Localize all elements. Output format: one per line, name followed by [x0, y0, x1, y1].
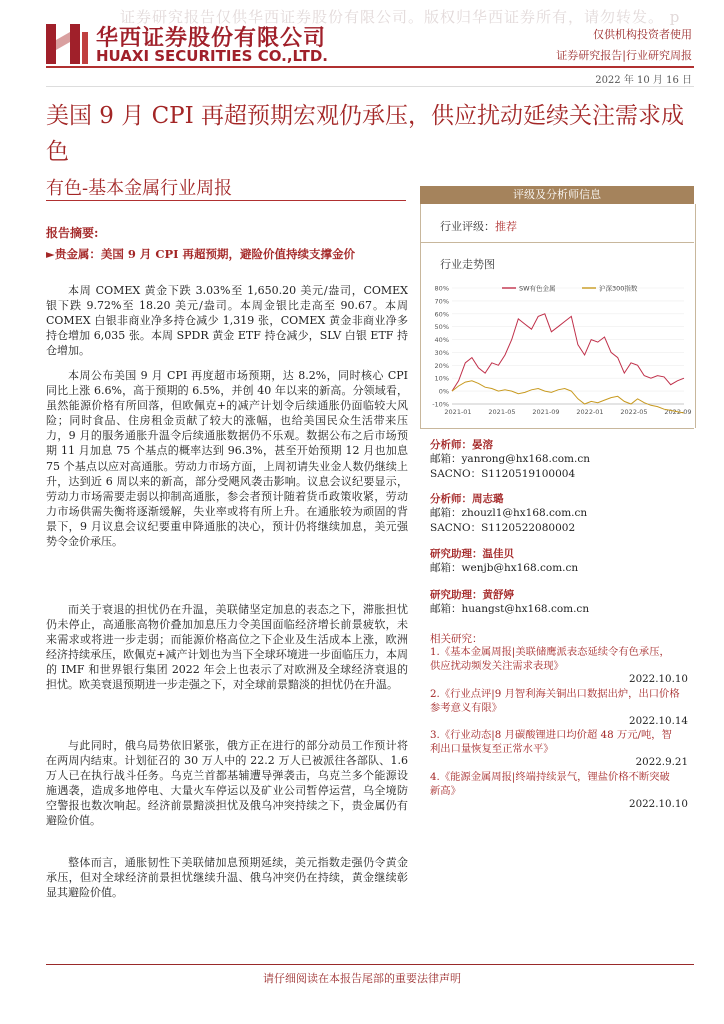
y-tick-label: 70% — [434, 297, 449, 306]
rating-panel-heading: 评级及分析师信息 — [420, 186, 694, 204]
header-rule — [46, 66, 694, 68]
chart-divider — [420, 428, 694, 429]
date-rule — [46, 86, 694, 87]
y-tick-label: 80% — [434, 284, 449, 293]
subtitle-rule — [46, 200, 406, 201]
related-date-2: 2022.10.14 — [629, 715, 688, 727]
chart-title: 行业走势图 — [440, 258, 495, 271]
related-date-3: 2022.9.21 — [635, 756, 688, 768]
related-date-4: 2022.10.10 — [629, 798, 688, 810]
analyst-email[interactable]: 邮箱：wenjb@hx168.com.cn — [430, 562, 579, 575]
analyst-email[interactable]: 邮箱：huangst@hx168.com.cn — [430, 603, 590, 616]
related-item-2[interactable]: 2.《行业点评|9 月智利海关铜出口数据出炉，出口价格参考意义有限》 — [430, 688, 680, 714]
x-tick-label: 2021-01 — [444, 408, 472, 416]
x-tick-label: 2022-01 — [576, 408, 604, 416]
body-text: 本周 COMEX 黄金下跌 3.03%至 1,650.20 美元/盎司，COMEX 银下跌 9.72%至 18.20 美元/盎司。本周金银比走高至 90.67。本周 COMEX 白银非商业净多持仓减少 1,319 张，COMEX 黄金非商业净多持仓增加 6,035 张。本周 SPDR 黄金 ETF 持仓减少，SLV 白银 ETF 持仓增加。 — [46, 284, 408, 358]
chart-grid — [432, 285, 691, 417]
y-tick-label: 10% — [434, 374, 449, 383]
footer-rule — [46, 964, 694, 965]
body-paragraph-3 — [46, 602, 408, 693]
body-text: 本周公布美国 9 月 CPI 再度超市场预期，达 8.2%，同时核心 CPI 同比上涨 6.6%，高于预期的 6.5%，并创 40 年以来的新高。分领域看，虽然能源价格有所回落，但欧佩克+的减产计划令后续通胀仍面临较大风险；同时食品、住房租金贡献了较大的涨幅，也给美国民众生活带来压力，9 月的服务通胀升温令后续通胀数据仍不乐观。数据公布之后市场预期 11 月加息 75 个基点的概率达到 96.3%，甚至开始预期 12 月也加息 75 个基点以应对高通胀。劳动力市场方面，上周初请失业金人数仍继续上升，达到近 6 周以来的新高，部分受飓风袭击影响。议息会议纪要显示，劳动力市场需要走弱以抑制高通胀，参会者预计随着货币政策收紧，劳动力市场供需失衡将逐渐缓解，失业率或将有所上升。在通胀较为顽固的背景下，9 月议息会议纪要重申降通胀的决心，预计仍将继续加息，美元强势令金价承压。 — [46, 369, 408, 549]
company-logo-icon — [46, 22, 90, 66]
legend-label: 沪深300指数 — [599, 284, 638, 293]
related-item-1[interactable]: 1.《基本金属周报|美联储鹰派表态延续令有色承压，供应扰动频发关注需求表现》 — [430, 646, 670, 672]
report-date: 2022 年 10 月 16 日 — [595, 75, 692, 86]
analyst-name: 分析师：周志璐 — [430, 493, 504, 505]
series-line-2 — [452, 381, 684, 413]
y-tick-label: -10% — [432, 400, 449, 409]
x-tick-label: 2022-05 — [620, 408, 648, 416]
research-assistant-2 — [430, 588, 690, 617]
research-assistant-1 — [430, 547, 690, 576]
y-tick-label: 40% — [434, 336, 449, 345]
rating-divider — [420, 242, 694, 243]
analyst-1 — [430, 438, 690, 481]
analyst-name: 研究助理：黄舒婷 — [430, 589, 514, 601]
y-tick-label: 50% — [434, 323, 449, 332]
related-item-4[interactable]: 4.《能源金属周报|终端持续景气，锂盐价格不断突破新高》 — [430, 771, 670, 797]
legal-footer: 请仔细阅读在本报告尾部的重要法律声明 — [263, 972, 461, 985]
y-tick-label: 60% — [434, 310, 449, 319]
analyst-email[interactable]: 邮箱：yanrong@hx168.com.cn — [430, 453, 590, 466]
x-tick-label: 2021-09 — [532, 408, 560, 416]
y-tick-label: 30% — [434, 348, 449, 357]
y-tick-label: 20% — [434, 361, 449, 370]
chart-series — [452, 314, 684, 413]
analyst-email[interactable]: 邮箱：zhouzl1@hx168.com.cn — [430, 507, 588, 520]
industry-rating — [440, 218, 517, 234]
company-name-cn: 华西证券股份有限公司 — [96, 26, 327, 51]
company-name-en: HUAXI SECURITIES CO.,LTD. — [96, 47, 328, 65]
body-text: 整体而言，通胀韧性下美联储加息预期延续，美元指数走强仍令黄金承压，但对全球经济前景担忧继续升温、俄乌冲突仍在持续，黄金继续彰显其避险价值。 — [46, 856, 408, 900]
x-tick-label: 2022-09 — [664, 408, 692, 416]
body-paragraph-4 — [46, 738, 408, 829]
analyst-sacno: SACNO：S1120519100004 — [430, 467, 576, 480]
legend-label: SW有色金属 — [519, 284, 556, 293]
related-item-3[interactable]: 3.《行业动态|8 月碳酸锂进口均价超 48 万元/吨，智利出口量恢复至正常水平》 — [430, 729, 672, 755]
related-research-title: 相关研究： — [430, 633, 483, 645]
audience-note: 仅供机构投资者使用 — [593, 28, 692, 41]
analyst-name: 分析师：晏溶 — [430, 439, 493, 451]
body-paragraph-1 — [46, 283, 408, 358]
report-type: 证券研究报告|行业研究周报 — [556, 49, 692, 62]
analyst-2 — [430, 492, 690, 535]
industry-trend-chart — [422, 278, 692, 424]
y-tick-label: 0% — [438, 387, 449, 396]
report-title: 美国 9 月 CPI 再超预期宏观仍承压，供应扰动延续关注需求成色 — [46, 103, 685, 165]
summary-label: 报告摘要: — [46, 226, 99, 240]
body-text: 而关于衰退的担忧仍在升温，美联储坚定加息的表态之下，滞胀担忧仍未停止，高通胀高物价叠加加息压力令美国面临经济增长前景疲软，未来需求或将进一步走弱；而能源价格高位之下企业及生活成本上涨，欧洲经济持续承压，欧佩克+减产计划也为当下全球环境进一步面临压力，本周的 IMF 和世界银行集团 2022 年会上也表示了对欧洲及全球经济衰退的担忧。欧美衰退预期进一步走强之下，对全球前景黯淡的担忧仍在升温。 — [46, 603, 408, 692]
watermark: 证券研究报告仅供华西证券股份有限公司。版权归华西证券所有，请勿转发。 p — [120, 8, 681, 26]
analyst-name: 研究助理：温佳贝 — [430, 548, 514, 560]
body-paragraph-5 — [46, 855, 408, 900]
precious-metals-heading: ►贵金属：美国 9 月 CPI 再超预期，避险价值持续支撑金价 — [46, 247, 356, 261]
body-text: 与此同时，俄乌局势依旧紧张，俄方正在进行的部分动员工作预计将在两周内结束。计划征召的 30 万人中的 22.2 万人已被派往各部队、1.6 万人已在执行战斗任务。乌克兰首都基辅遭导弹袭击，乌克兰多个能源设施遇袭，造成多地停电、大量火车停运以及矿业公司暂停运营，乌全境防空警报也数次响起。经济前景黯淡担忧及俄乌冲突持续之下，贵金属仍有避险价值。 — [46, 739, 408, 828]
report-subtitle: 有色-基本金属行业周报 — [46, 178, 233, 199]
related-date-1: 2022.10.10 — [629, 673, 688, 685]
rating-label: 行业评级： — [440, 220, 495, 233]
rating-value: 推荐 — [495, 220, 517, 233]
analyst-sacno: SACNO：S1120522080002 — [430, 521, 576, 534]
x-tick-label: 2021-05 — [488, 408, 516, 416]
body-paragraph-2 — [46, 368, 408, 549]
